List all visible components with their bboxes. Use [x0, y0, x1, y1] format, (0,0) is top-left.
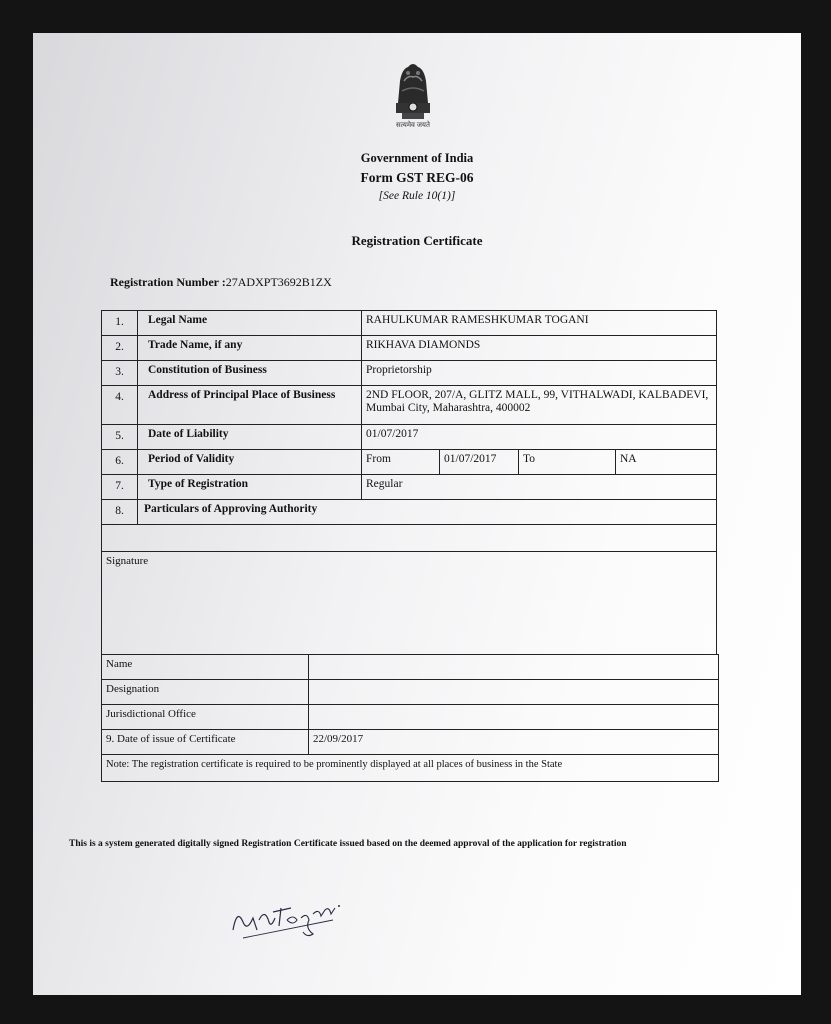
- certificate-page: [33, 33, 801, 995]
- row-3-value: Proprietorship: [361, 360, 717, 386]
- row-6-number: 6.: [101, 449, 138, 475]
- certificate-title: Registration Certificate: [351, 233, 483, 248]
- signature-box: Signature: [101, 551, 717, 655]
- row-2-label: Trade Name, if any: [137, 335, 362, 361]
- registration-number: [110, 275, 332, 290]
- row-3-label: Constitution of Business: [137, 360, 362, 386]
- row-8-number: 8.: [101, 499, 138, 525]
- registration-number-value: 27ADXPT3692B1ZX: [225, 275, 332, 289]
- row-4-label: Address of Principal Place of Business: [137, 385, 362, 425]
- row-2-number: 2.: [101, 335, 138, 361]
- row-7-label: Type of Registration: [137, 474, 362, 500]
- row-1-value: RAHULKUMAR RAMESHKUMAR TOGANI: [361, 310, 717, 336]
- handwritten-signature: [213, 878, 363, 948]
- row-6-label: Period of Validity: [137, 449, 362, 475]
- row-5-value: 01/07/2017: [361, 424, 717, 450]
- jurisdiction-label: Jurisdictional Office: [101, 704, 309, 730]
- issue-date-label: 9. Date of issue of Certificate: [101, 729, 309, 755]
- validity-to-label: To: [518, 449, 616, 475]
- emblem-motto: सत्यमेव जयते: [396, 121, 430, 129]
- government-heading: Government of India: [360, 151, 474, 165]
- designation-value: [308, 679, 719, 705]
- system-generated-statement: This is a system generated digitally signed Registration Certificate issued based on the deemed approval of the application for registration: [69, 839, 627, 849]
- jurisdiction-value: [308, 704, 719, 730]
- row-4-number: 4.: [101, 385, 138, 425]
- name-label: Name: [101, 654, 309, 680]
- display-note: Note: The registration certificate is required to be prominently displayed at all places of business in the State: [101, 754, 719, 782]
- row-7-number: 7.: [101, 474, 138, 500]
- row-5-label: Date of Liability: [137, 424, 362, 450]
- row-4-value: 2ND FLOOR, 207/A, GLITZ MALL, 99, VITHALWADI, KALBADEVI, Mumbai City, Maharashtra, 400002: [361, 385, 717, 425]
- issue-date-value: 22/09/2017: [308, 729, 719, 755]
- designation-label: Designation: [101, 679, 309, 705]
- row-3-number: 3.: [101, 360, 138, 386]
- row-1-number: 1.: [101, 310, 138, 336]
- form-heading: Form GST REG-06: [360, 170, 474, 185]
- name-value: [308, 654, 719, 680]
- row-1-label: Legal Name: [137, 310, 362, 336]
- rule-reference: [See Rule 10(1)]: [378, 190, 456, 202]
- registration-number-label: Registration Number :: [110, 275, 226, 289]
- validity-to-value: NA: [615, 449, 717, 475]
- row-8-label: Particulars of Approving Authority: [137, 499, 717, 525]
- validity-from-value: 01/07/2017: [439, 449, 519, 475]
- blank-row: [101, 524, 717, 552]
- row-2-value: RIKHAVA DIAMONDS: [361, 335, 717, 361]
- row-7-value: Regular: [361, 474, 717, 500]
- validity-from-label: From: [361, 449, 440, 475]
- row-5-number: 5.: [101, 424, 138, 450]
